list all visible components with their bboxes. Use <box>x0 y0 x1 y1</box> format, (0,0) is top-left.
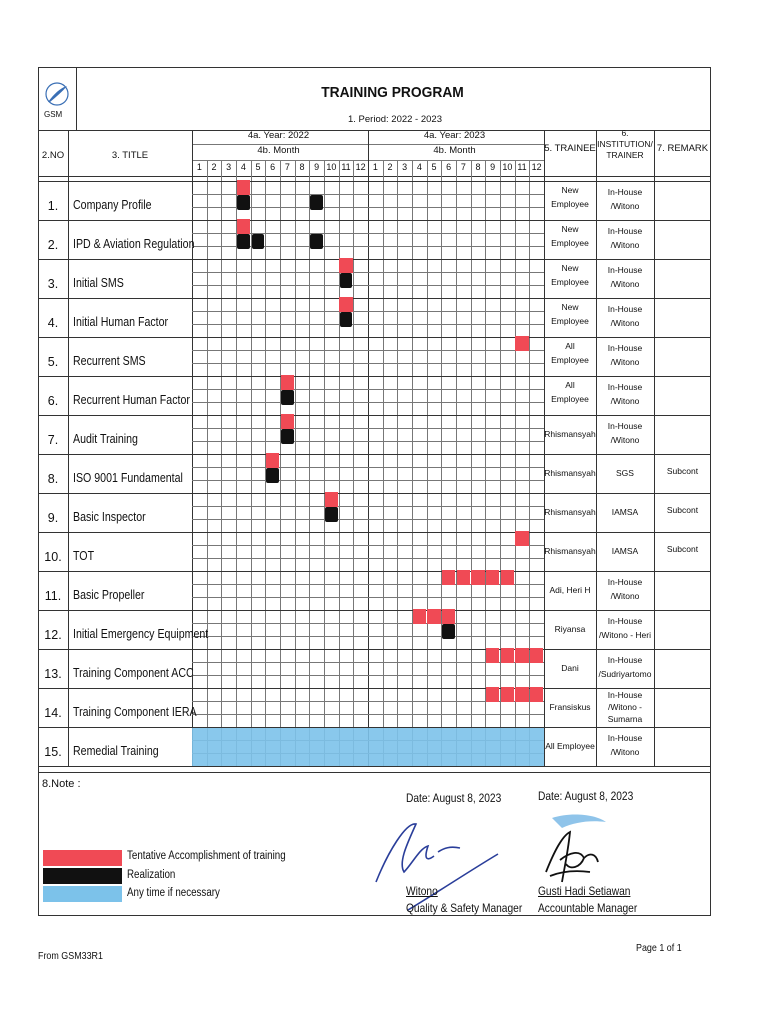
row-institution: In-House /Witono <box>607 304 643 328</box>
month-number: 6 <box>270 162 276 172</box>
row-number: 10. <box>44 550 62 564</box>
legend-swatch-tentative <box>43 850 122 866</box>
legend-swatch-anytime <box>43 886 122 902</box>
plan-bar <box>237 219 251 234</box>
row-number: 13. <box>44 667 62 681</box>
row-hline <box>38 181 711 182</box>
realization-bar <box>281 390 294 405</box>
row-number: 4. <box>47 316 59 330</box>
anytime-bar <box>192 728 544 766</box>
month-number: 3 <box>226 162 232 172</box>
gsm-logo <box>42 80 72 120</box>
month-number: 11 <box>341 162 351 172</box>
row-trainee: Riyansa <box>554 624 586 634</box>
row-trainee: Rhismansyah <box>544 546 596 556</box>
subrow-hline <box>192 441 544 442</box>
row-trainee: All Employee <box>545 741 595 751</box>
page-title: TRAINING PROGRAM <box>321 84 464 101</box>
subrow-hline <box>192 714 544 715</box>
row-remark: Subcont <box>666 544 699 554</box>
subrow-hline <box>192 389 544 390</box>
col-no-header: 2.NO <box>41 150 65 161</box>
row-title: Audit Training <box>73 432 138 446</box>
month-number: 7 <box>460 162 466 172</box>
month-number: 10 <box>502 162 513 172</box>
row-hline <box>38 337 711 338</box>
signer-name-1: Witono <box>406 884 438 898</box>
plan-bar <box>530 687 544 702</box>
legend-swatch-realization <box>43 868 122 884</box>
row-trainee: New Employee <box>551 302 589 326</box>
subrow-hline <box>192 402 544 403</box>
row-title: ISO 9001 Fundamental <box>73 471 183 485</box>
plan-bar <box>237 180 251 195</box>
row-number: 1. <box>47 199 59 213</box>
row-hline <box>38 259 711 260</box>
plan-bar <box>266 453 280 468</box>
month-number: 12 <box>531 162 542 172</box>
row-trainee: Dani <box>561 663 579 673</box>
signer-role-2: Accountable Manager <box>538 901 638 915</box>
row-title: Basic Propeller <box>73 588 145 602</box>
subrow-hline <box>192 558 544 559</box>
realization-bar <box>325 507 338 522</box>
realization-bar <box>340 312 353 327</box>
row-trainee: New Employee <box>551 224 589 248</box>
row-hline <box>38 493 711 494</box>
realization-bar <box>340 273 353 288</box>
row-number: 7. <box>47 433 59 447</box>
month-number: 2 <box>387 162 393 172</box>
row-hline <box>38 571 711 572</box>
signature-date-1: Date: August 8, 2023 <box>406 791 502 805</box>
table-bottom-line <box>38 772 711 773</box>
realization-bar <box>237 234 250 249</box>
subrow-hline <box>192 285 544 286</box>
row-number: 9. <box>47 511 59 525</box>
row-number: 8. <box>47 472 59 486</box>
row-title: Recurrent Human Factor <box>73 393 190 407</box>
realization-bar <box>442 624 455 639</box>
row-hline <box>38 766 711 767</box>
plan-bar <box>427 609 441 624</box>
row-hline <box>38 220 711 221</box>
row-number: 11. <box>44 589 62 603</box>
row-institution: SGS <box>616 468 634 478</box>
row-institution: In-House /Witono <box>607 343 643 367</box>
col-remark-header: 7. REMARK <box>656 143 709 154</box>
subrow-hline <box>192 623 544 624</box>
row-institution: In-House /Witono - Heri <box>599 616 651 640</box>
row-institution: In-House /Witono - Sumarna <box>607 690 643 724</box>
month-number: 11 <box>517 162 527 172</box>
row-trainee: New Employee <box>551 185 589 209</box>
month-number: 5 <box>431 162 437 172</box>
plan-bar <box>530 648 544 663</box>
plan-bar <box>457 570 471 585</box>
plan-bar <box>486 687 500 702</box>
row-title: Training Component ACC <box>73 666 194 680</box>
row-number: 12. <box>44 628 62 642</box>
subrow-hline <box>192 597 544 598</box>
row-hline <box>38 454 711 455</box>
legend-label-realization: Realization <box>127 869 176 881</box>
plan-bar <box>281 414 295 429</box>
row-trainee: Rhismansyah <box>544 468 596 478</box>
form-number: From GSM33R1 <box>38 950 103 962</box>
realization-bar <box>310 195 323 210</box>
realization-bar <box>281 429 294 444</box>
row-number: 14. <box>44 706 62 720</box>
subrow-hline <box>192 363 544 364</box>
row-number: 5. <box>47 355 59 369</box>
period-label: 1. Period: 2022 - 2023 <box>347 114 442 125</box>
row-title: Initial SMS <box>73 276 124 290</box>
year-a-header: 4a. Year: 2022 <box>247 130 310 141</box>
feather-icon <box>42 80 72 110</box>
month-number: 5 <box>255 162 261 172</box>
row-title: Remedial Training <box>73 744 159 758</box>
plan-bar <box>339 297 353 312</box>
subrow-hline <box>192 636 544 637</box>
row-trainee: All Employee <box>551 341 589 365</box>
month-number: 9 <box>490 162 496 172</box>
row-institution: In-House /Witono <box>607 265 643 289</box>
signature-date-2: Date: August 8, 2023 <box>538 789 634 803</box>
subrow-hline <box>192 311 544 312</box>
month-number: 8 <box>299 162 305 172</box>
plan-bar <box>442 570 456 585</box>
row-institution: In-House /Witono <box>607 421 643 445</box>
plan-bar <box>442 609 456 624</box>
realization-bar <box>266 468 279 483</box>
plan-bar <box>486 570 500 585</box>
row-institution: In-House /Sudriyartomo <box>598 655 652 679</box>
row-hline <box>38 610 711 611</box>
subrow-hline <box>192 519 544 520</box>
row-hline <box>38 298 711 299</box>
note-label: 8.Note : <box>42 778 81 790</box>
logo-text: GSM <box>44 110 63 119</box>
row-institution: In-House /Witono <box>607 382 643 406</box>
month-number: 8 <box>475 162 481 172</box>
subrow-hline <box>192 480 544 481</box>
month-number: 12 <box>355 162 366 172</box>
month-a-header: 4b. Month <box>257 145 300 156</box>
row-trainee: All Employee <box>551 380 589 404</box>
realization-bar <box>310 234 323 249</box>
plan-bar <box>486 648 500 663</box>
row-number: 15. <box>44 745 62 759</box>
row-institution: In-House /Witono <box>607 226 643 250</box>
subrow-hline <box>192 467 544 468</box>
row-institution: In-House /Witono <box>607 187 643 211</box>
month-number: 2 <box>211 162 217 172</box>
plan-bar <box>281 375 295 390</box>
row-number: 6. <box>47 394 59 408</box>
row-remark: Subcont <box>666 466 699 476</box>
signature-gusti <box>540 812 610 892</box>
month-number: 1 <box>372 162 378 172</box>
plan-bar <box>501 687 515 702</box>
column-vline <box>654 130 655 766</box>
month-number: 1 <box>196 162 202 172</box>
row-hline <box>38 415 711 416</box>
realization-bar <box>237 195 250 210</box>
col-trainee-header: 5. TRAINEE <box>544 143 596 154</box>
row-title: TOT <box>73 549 95 563</box>
row-title: Training Component IERA <box>73 705 197 719</box>
legend-label-tentative: Tentative Accomplishment of training <box>127 850 286 862</box>
plan-bar <box>325 492 339 507</box>
month-number: 4 <box>240 162 246 172</box>
row-trainee: Adi, Heri H <box>549 585 591 595</box>
month-number: 9 <box>314 162 320 172</box>
month-number: 3 <box>402 162 408 172</box>
subrow-hline <box>192 272 544 273</box>
subrow-hline <box>192 506 544 507</box>
plan-bar <box>339 258 353 273</box>
col-title-header: 3. TITLE <box>111 150 149 161</box>
header-hline <box>38 176 711 177</box>
subrow-hline <box>192 428 544 429</box>
signer-name-2: Gusti Hadi Setiawan <box>538 884 631 898</box>
row-hline <box>38 376 711 377</box>
row-number: 3. <box>47 277 59 291</box>
row-hline <box>38 649 711 650</box>
row-hline <box>38 532 711 533</box>
month-number: 10 <box>326 162 337 172</box>
month-number: 6 <box>446 162 452 172</box>
col-institution-header: 6. INSTITUTION/ TRAINER <box>597 128 653 160</box>
row-institution: In-House /Witono <box>607 733 643 757</box>
row-institution: In-House /Witono <box>607 577 643 601</box>
subrow-hline <box>192 675 544 676</box>
row-trainee: Fransiskus <box>549 702 591 712</box>
row-title: Initial Emergency Equipment <box>73 627 209 641</box>
row-trainee: Rhismansyah <box>544 429 596 439</box>
page-number: Page 1 of 1 <box>636 942 682 954</box>
row-institution: IAMSA <box>611 546 639 556</box>
row-title: Recurrent SMS <box>73 354 146 368</box>
plan-bar <box>515 648 529 663</box>
row-title: Company Profile <box>73 198 152 212</box>
plan-bar <box>471 570 485 585</box>
subrow-hline <box>192 324 544 325</box>
row-title: IPD & Aviation Regulation <box>73 237 195 251</box>
row-remark: Subcont <box>666 505 699 515</box>
realization-bar <box>252 234 265 249</box>
column-vline <box>368 130 369 766</box>
legend-label-anytime: Any time if necessary <box>127 887 220 899</box>
column-vline <box>68 130 69 766</box>
row-title: Basic Inspector <box>73 510 146 524</box>
row-institution: IAMSA <box>611 507 639 517</box>
month-number: 4 <box>416 162 422 172</box>
plan-bar <box>515 687 529 702</box>
month-number: 7 <box>284 162 290 172</box>
subrow-hline <box>192 545 544 546</box>
logo-divider <box>76 67 77 130</box>
row-title: Initial Human Factor <box>73 315 169 329</box>
year-b-header: 4a. Year: 2023 <box>423 130 486 141</box>
subrow-hline <box>192 350 544 351</box>
month-b-header: 4b. Month <box>433 145 476 156</box>
plan-bar <box>501 648 515 663</box>
plan-bar <box>515 336 529 351</box>
plan-bar <box>501 570 515 585</box>
row-number: 2. <box>47 238 59 252</box>
signer-role-1: Quality & Safety Manager <box>406 901 523 915</box>
plan-bar <box>413 609 427 624</box>
plan-bar <box>515 531 529 546</box>
row-trainee: New Employee <box>551 263 589 287</box>
row-trainee: Rhismansyah <box>544 507 596 517</box>
